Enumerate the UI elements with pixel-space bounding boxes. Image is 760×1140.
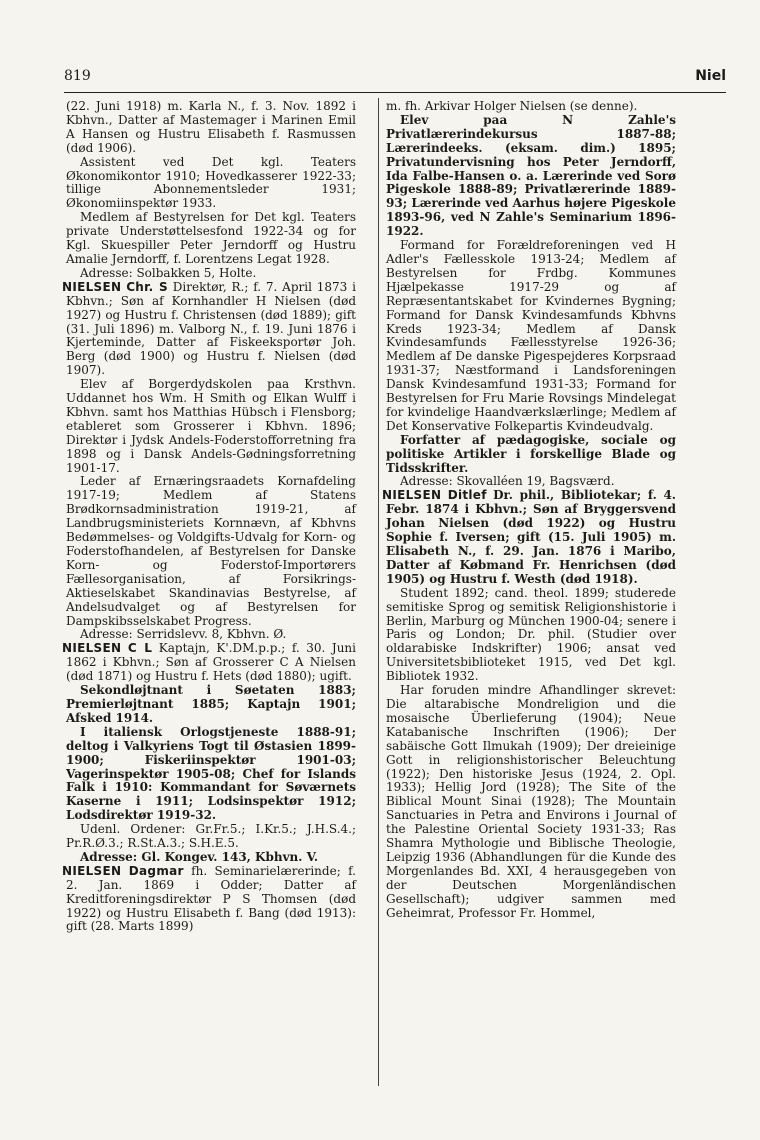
entry-surname: NIELSEN	[62, 279, 122, 294]
career-paragraph: Student 1892; cand. theol. 1899; studerede semitiske Sprog og semitisk Religionshistorie i Berlin, Marburg og München 1900-04; senere i Paris og London; Dr. phil. (Studier over oldarabiske Indskrifter) 1906; ansat ved Universitetsbiblioteket 1915, ved Det kgl. Bibliotek 1932.	[386, 585, 676, 684]
entry-intro: fh. Seminarielærerinde; f. 2. Jan. 1869 i Odder; Datter af Kreditforeningsdirektør P S Thomsen (død 1922) og Hustru Elisabeth f. Bang (død 1913): gift (28. Marts 1899)	[66, 863, 356, 934]
entry-intro: Dr. phil., Bibliotekar; f. 4. Febr. 1874 i Kbhvn.; Søn af Bryggersvend Johan Nielsen (død 1922) og Hustru Sophie f. Iversen; gift (15. Juli 1905) m. Elisabeth N., f. 29. Jan. 1876 i Maribo, Datter af Købmand Fr. Henrichsen (død 1905) og Hustru f. Westh (død 1918).	[386, 488, 676, 586]
entry-surname: NIELSEN	[62, 641, 122, 656]
address-line: Adresse: Skovalléen 19, Bagsværd.	[400, 474, 615, 489]
address-line: Adresse: Serridslevv. 8, Kbhvn. Ø.	[80, 627, 287, 642]
page-number: 819	[64, 68, 91, 84]
service-paragraph: I italiensk Orlogstjeneste 1888-91; deltog i Valkyriens Togt til Østasien 1899-1900; Fiskeriinspektør 1901-03; Vagerinspektør 1905-08; Chef for Islands Falk i 1910: Kommandant for Søværnets Kaserne i 1911; Lodsinspektør 1912; Lodsdirektør 1919-32.	[66, 724, 356, 823]
publications-paragraph: Har foruden mindre Afhandlinger skrevet: Die altarabische Mondreligion und die mosaische Überlieferung (1904); Neue Katabanische Inschriften (1906); Der sabäische Gott Ilmukah (1909); Der dreieinige Gott in religionshistorischer Beleuchtung (1922); Den historiske Jesus (1924, 2. Opl. 1933); Hellig Jord (1928); The Site of the Biblical Mount Sinai (1928); The Mountain Sanctuaries in Petra and Environs i Journal of the Palestine Oriental Society 1931-33; Ras Shamra Mythologie und Biblische Theologie, Leipzig 1936 (Abhandlungen für die Kunde des Morgenlandes Bd. XXI, 4 herausgegeben von der Deutschen Morgenländischen Gesellschaft); udgiver sammen med Geheimrat, Professor Fr. Hommel,	[386, 683, 676, 920]
address-line: Adresse: Solbakken 5, Holte.	[80, 265, 257, 280]
orders-paragraph: Udenl. Ordener: Gr.Fr.5.; I.Kr.5.; J.H.S.4.; Pr.R.Ø.3.; R.St.A.3.; S.H.E.5.	[66, 822, 356, 851]
entry-intro: Direktør, R.; f. 7. April 1873 i Kbhvn.; Søn af Kornhandler H Nielsen (død 1927) og Hustru f. Christensen (død 1889); gift (31. Juli 1896) m. Valborg N., f. 19. Juni 1876 i Kjerteminde, Datter af Fiskeeksportør Joh. Berg (død 1900) og Hustru f. Nielsen (død 1907).	[66, 279, 356, 378]
entry-heading-dagmar	[62, 863, 356, 935]
column-divider	[378, 98, 379, 1086]
continuation-paragraph: m. fh. Arkivar Holger Nielsen (se denne).	[386, 99, 638, 113]
right-column	[382, 99, 676, 920]
entry-heading-chr-s	[62, 279, 356, 378]
entry-heading-ditlef	[382, 488, 676, 586]
header-rule	[64, 92, 726, 93]
ranks-paragraph: Sekondløjtnant i Søetaten 1883; Premierløjtnant 1885; Kaptajn 1901; Afsked 1914.	[66, 683, 356, 725]
page-header	[64, 68, 726, 90]
career-paragraph: Elev af Borgerdydskolen paa Krsthvn. Uddannet hos Wm. H Smith og Elkan Wulff i Kbhvn. samt hos Matthias Hübsch i Flensborg; etableret som Grosserer i Kbhvn. 1896; Direktør i Jydsk Andels-Foderstofforretning fra 1898 og i Dansk Andels-Gødningsforretning 1901-17.	[66, 377, 356, 475]
entry-given-name: C L	[127, 641, 153, 656]
entry-given-name: Chr. S	[126, 279, 168, 294]
address-line: Adresse: Gl. Kongev. 143, Kbhvn. V.	[80, 849, 319, 864]
left-column	[62, 99, 356, 934]
continuation-paragraph: (22. Juni 1918) m. Karla N., f. 3. Nov. 1892 i Kbhvn., Datter af Mastemager i Marinen Emil A Hansen og Hustru Elisabeth f. Rasmussen (død 1906).	[66, 99, 356, 155]
boards-paragraph: Medlem af Bestyrelsen for Det kgl. Teaters private Understøttelsesfond 1922-34 og for Kgl. Skuespiller Peter Jerndorff og Hustru Amalie Jerndorff, f. Lorentzens Legat 1928.	[66, 210, 356, 266]
entry-surname: NIELSEN	[382, 488, 442, 503]
positions-paragraph: Formand for Forældreforeningen ved H Adler's Fællesskole 1913-24; Medlem af Bestyrelsen for Frdbg. Kommunes Hjælpekasse 1917-29 og af Repræsentantskabet for Kvindernes Bygning; Formand for Dansk Kvindesamfunds Kbhvns Kreds 1923-34; Medlem af Dansk Kvindesamfunds Fællesstyrelse 1926-36; Medlem af De danske Pigespejderes Korpsraad 1931-37; Næstformand i Landsforeningen Dansk Kvindesamfund 1931-33; Formand for Bestyrelsen for Fru Marie Rovsings Mindelegat for kvindelige Haandværkslærlinge; Medlem af Det Konservative Folkepartis Kvindeudvalg.	[386, 238, 676, 433]
employment-paragraph: Assistent ved Det kgl. Teaters Økonomikontor 1910; Hovedkasserer 1922-33; tillige Abonnementsleder 1931; Økonomiinspektør 1933.	[66, 154, 356, 211]
running-head: Niel	[695, 68, 726, 84]
entry-given-name: Ditlef	[447, 488, 487, 503]
positions-paragraph: Leder af Ernæringsraadets Kornafdeling 1917-19; Medlem af Statens Brødkornsadministration 1919-21, af Landbrugsministeriets Kornnævn, af Kbhvns Bedømmelses- og Voldgifts-Udvalg for Korn- og Foderstofhandelen, af Bestyrelsen for Danske Korn- og Foderstof-Importørers Fællesorganisation, af Forsikrings-Aktieselskabet Skandinavias Bestyrelse, af Andelsudvalget og af Bestyrelsen for Dampskibsselskabet Progress.	[66, 474, 356, 628]
entry-given-name: Dagmar	[128, 863, 184, 878]
entry-intro: Kaptajn, K'.DM.p.p.; f. 30. Juni 1862 i Kbhvn.; Søn af Grosserer C A Nielsen (død 1871) og Hustru f. Hets (død 1880); ugift.	[66, 641, 356, 684]
education-paragraph: Elev paa N Zahle's Privatlærerindekursus 1887-88; Lærerindeeks. (eksam. dim.) 1895; Privatundervisning hos Peter Jerndorff, Ida Falbe-Hansen o. a. Lærerinde ved Sorø Pigeskole 1888-89; Privatlærerinde 1889-93; Lærerinde ved Aarhus højere Pigeskole 1893-96, ved N Zahle's Seminarium 1896-1922.	[386, 112, 676, 239]
entry-heading-c-l	[62, 641, 356, 684]
author-paragraph: Forfatter af pædagogiske, sociale og politiske Artikler i forskellige Blade og Tidsskrifter.	[386, 432, 676, 475]
entry-surname: NIELSEN	[62, 863, 122, 878]
